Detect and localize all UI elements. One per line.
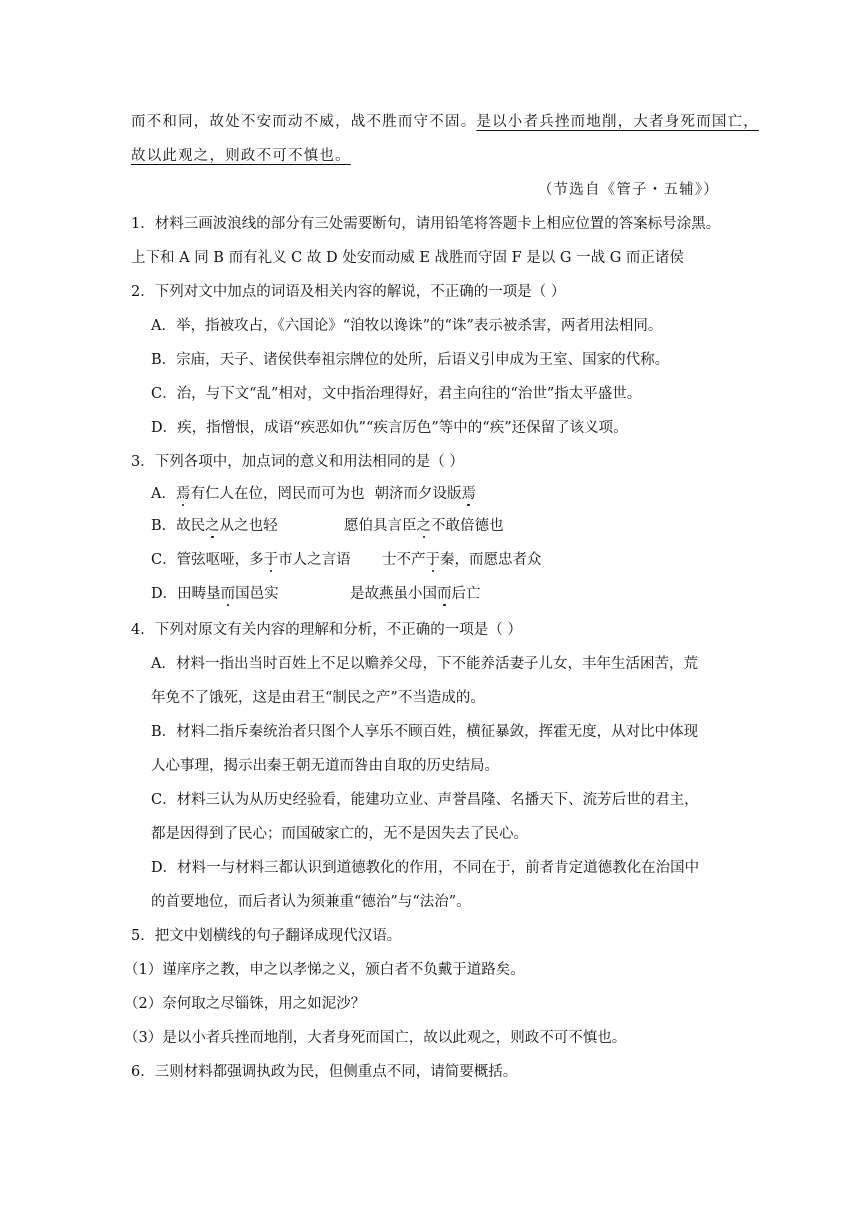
q3-b-dotted-2: 之 [416, 518, 431, 534]
q1-stem: 1．材料三画波浪线的部分有三处需要断句，请用铅笔将答题卡上相应位置的答案标号涂黑。 [131, 216, 721, 232]
q3-c-rest1: 市人之言语 [278, 552, 351, 568]
q5-stem: 5．把文中划横线的句子翻译成现代汉语。 [131, 928, 402, 944]
q3-c-rest2: 秦，而愿忠者众 [440, 552, 542, 568]
q2-option-c: C．治，与下文“乱”相对，文中指治理得好，君主向往的“治世”指太平盛世。 [151, 386, 642, 402]
q4-option-d-line2: 的首要地位，而后者认为须兼重“德治”与“法治”。 [151, 894, 471, 910]
q5-sentence-2: （2）奈何取之尽锱铢，用之如泥沙？ [124, 996, 366, 1012]
q4-option-c-line2: 都是因得到了民心；而国破家亡的，无不是因失去了民心。 [151, 826, 528, 842]
q3-b-dotted-1: 之 [205, 518, 220, 534]
q4-option-b-line2: 人心事理，揭示出秦王朝无道而咎由自取的历史结局。 [151, 758, 499, 774]
q3-option-b [151, 516, 504, 536]
q5-sentence-3: （3）是以小者兵挫而地削，大者身死而国亡，故以此观之，则政不可不慎也。 [124, 1030, 627, 1046]
q3-b-part2: 愿伯具言臣 [344, 518, 417, 534]
passage-line-1-plain: 而不和同，故处不安而动不威，战不胜而守不固。 [131, 114, 477, 130]
q1-options: 上下和 A 同 B 而有礼义 C 故 D 处安而动威 E 战胜而守固 F 是以 G 一战 G 而正诸侯 [131, 250, 684, 266]
q3-d-rest2: 后亡 [451, 586, 481, 602]
passage-line-2-underlined: 故以此观之，则政不可不慎也。 [131, 148, 351, 164]
q4-option-c-line1: C．材料三认为从历史经验看，能建功立业、声誉昌隆、名播天下、流芳后世的君主， [151, 792, 699, 808]
q3-d-rest1: 国邑实 [235, 586, 279, 602]
q2-option-b: B．宗庙，天子、诸侯供奉祖宗牌位的处所，后语义引申成为王室、国家的代称。 [151, 352, 670, 368]
q3-a-part2: 朝济而夕设版 [374, 486, 462, 502]
q3-option-c [151, 550, 542, 570]
q3-option-d [151, 584, 481, 604]
q3-d-dotted-2: 而 [437, 586, 452, 602]
q3-c-part1: C．管弦呕哑，多 [151, 552, 264, 568]
q4-stem: 4．下列对原文有关内容的理解和分析，不正确的一项是（ ） [131, 622, 522, 638]
q3-option-a [151, 484, 476, 504]
q3-b-part1: B．故民 [151, 518, 206, 534]
q3-a-dotted-1: 焉 [175, 486, 191, 502]
q3-c-part2: 士不产 [382, 552, 426, 568]
q3-a-rest1: 有仁人在位，罔民而可为也 [190, 486, 365, 502]
q3-d-part2: 是故燕虽小国 [350, 586, 437, 602]
q4-option-b-line1: B．材料二指斥秦统治者只图个人享乐不顾百姓，横征暴敛，挥霍无度，从对比中体现 [151, 724, 699, 740]
passage-line-1 [131, 112, 759, 132]
passage-line-2 [131, 146, 351, 166]
passage-source: （节选自《管子・五辅》） [537, 182, 719, 198]
q6-stem: 6．三则材料都强调执政为民，但侧重点不同，请简要概括。 [131, 1064, 518, 1080]
q4-option-a-line1: A．材料一指出当时百姓上不足以赡养父母，下不能养活妻子儿女，丰年生活困苦，荒 [151, 656, 698, 672]
q2-option-a: A．举，指被攻占，《六国论》“洎牧以谗诛”的“诛”表示被杀害，两者用法相同。 [151, 318, 663, 334]
q3-b-rest1: 从之也轻 [219, 518, 278, 534]
q3-d-part1: D．田畴垦 [151, 586, 221, 602]
passage-line-1-underlined: 是以小者兵挫而地削，大者身死而国亡， [476, 114, 760, 130]
q2-option-d: D．疾，指憎恨，成语“疾恶如仇”“疾言厉色”等中的“疾”还保留了该义项。 [151, 420, 628, 436]
q3-b-rest2: 不敢倍德也 [431, 518, 504, 534]
q3-c-dotted-2: 于 [425, 552, 440, 568]
q3-a-dotted-2: 焉 [461, 486, 476, 502]
q4-option-a-line2: 年免不了饿死，这是由君王“制民之产”不当造成的。 [151, 690, 485, 706]
q5-sentence-1: （1）谨庠序之教，申之以孝悌之义，颁白者不负戴于道路矣。 [124, 962, 525, 978]
q3-stem: 3．下列各项中，加点词的意义和用法相同的是（ ） [131, 454, 464, 470]
q4-option-d-line1: D．材料一与材料三都认识到道德教化的作用，不同在于，前者肯定道德教化在治国中 [151, 860, 700, 876]
q3-c-dotted-1: 于 [263, 552, 279, 568]
q3-d-dotted-1: 而 [220, 586, 236, 602]
q3-a-part1: A． [151, 486, 176, 502]
q2-stem: 2．下列对文中加点的词语及相关内容的解说，不正确的一项是（ ） [131, 284, 566, 300]
